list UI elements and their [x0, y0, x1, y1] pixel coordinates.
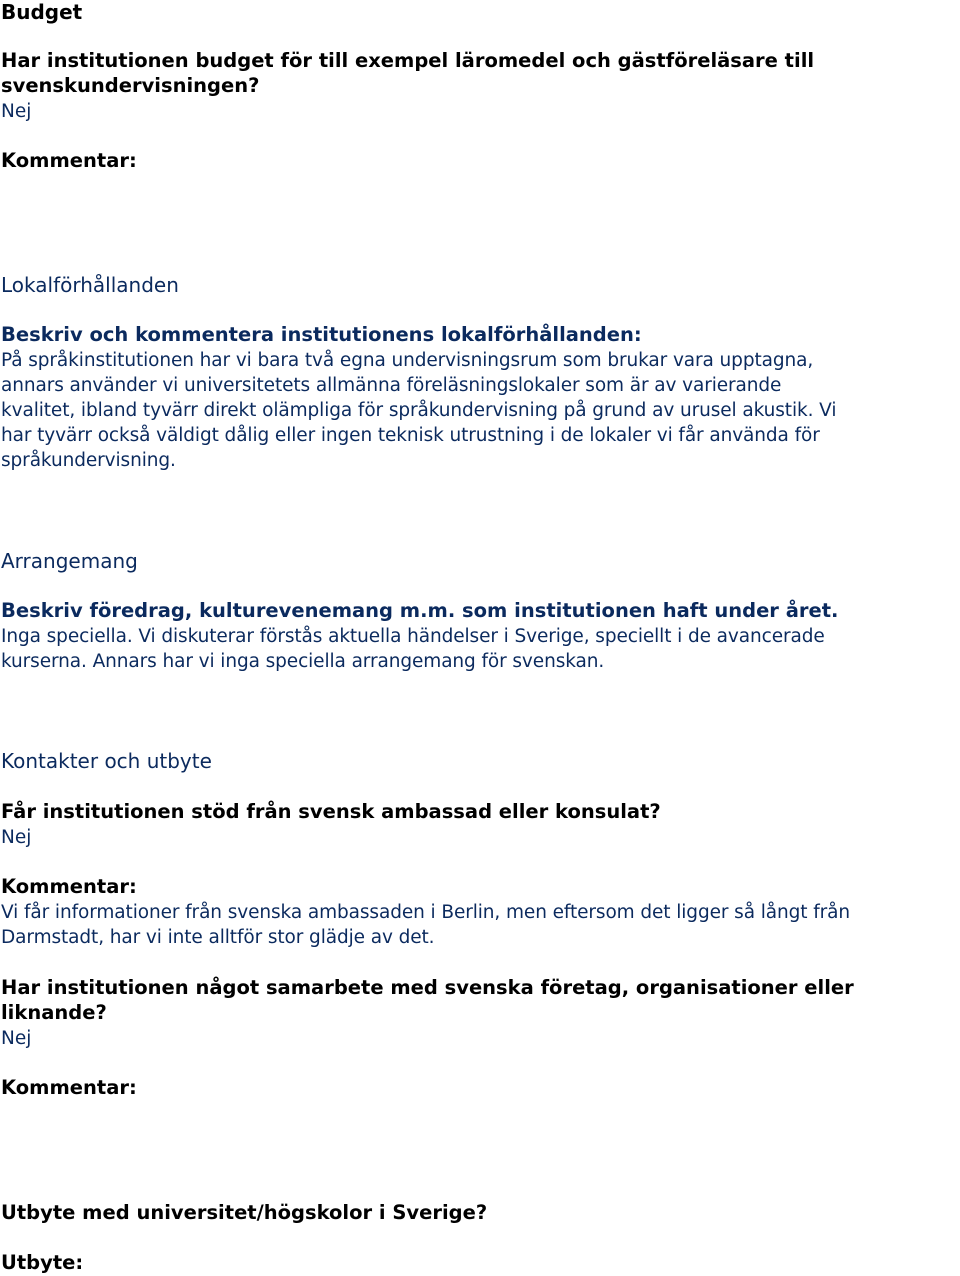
section-title-premises: Lokalförhållanden: [1, 273, 179, 297]
contacts-embassy-comment-label: Kommentar:: [1, 875, 137, 898]
contacts-question-companies-line-1: Har institutionen något samarbete med svenska företag, organisationer eller: [1, 976, 854, 999]
premises-text-line: kvalitet, ibland tyvärr direkt olämpliga för språkundervisning på grund av urusel akustik. Vi: [1, 400, 837, 421]
contacts-embassy-comment-line: Darmstadt, har vi inte alltför stor glädje av det.: [1, 927, 435, 948]
premises-text: [1, 348, 959, 473]
events-text-line: Inga speciella. Vi diskuterar förstås aktuella händelser i Sverige, speciellt i de avancerade: [1, 626, 825, 647]
budget-question: [1, 48, 814, 98]
contacts-exchange-label: Utbyte:: [1, 1251, 84, 1274]
section-title-events: Arrangemang: [1, 549, 138, 573]
budget-question-line-2: svenskundervisningen?: [1, 74, 260, 97]
budget-comment-label: Kommentar:: [1, 149, 137, 172]
contacts-question-exchange: Utbyte med universitet/högskolor i Sverige?: [1, 1201, 488, 1224]
premises-text-line: annars använder vi universitetets allmänna föreläsningslokaler som är av varierande: [1, 375, 782, 396]
contacts-embassy-answer: Nej: [1, 827, 32, 848]
section-title-contacts: Kontakter och utbyte: [1, 749, 212, 773]
events-text-line: kurserna. Annars har vi inga speciella arrangemang för svenskan.: [1, 651, 605, 672]
contacts-embassy-comment-line: Vi får informationer från svenska ambassaden i Berlin, men eftersom det ligger så långt från: [1, 902, 850, 923]
premises-text-line: har tyvärr också väldigt dålig eller ingen teknisk utrustning i de lokaler vi får använda för: [1, 425, 820, 446]
contacts-question-companies: [1, 975, 854, 1025]
events-question: Beskriv föredrag, kulturevenemang m.m. som institutionen haft under året.: [1, 599, 839, 622]
events-text: [1, 624, 959, 674]
contacts-companies-comment-label: Kommentar:: [1, 1076, 137, 1099]
premises-question: Beskriv och kommentera institutionens lokalförhållanden:: [1, 323, 642, 346]
budget-question-line-1: Har institutionen budget för till exempel läromedel och gästföreläsare till: [1, 49, 815, 72]
contacts-companies-answer: Nej: [1, 1028, 32, 1049]
budget-answer: Nej: [1, 101, 32, 122]
premises-text-line: språkundervisning.: [1, 450, 176, 471]
section-title-budget: Budget: [1, 0, 83, 24]
contacts-question-companies-line-2: liknande?: [1, 1001, 107, 1024]
premises-text-line: På språkinstitutionen har vi bara två egna undervisningsrum som brukar vara upptagna,: [1, 350, 814, 371]
contacts-embassy-comment: [1, 900, 959, 950]
contacts-question-embassy: Får institutionen stöd från svensk ambassad eller konsulat?: [1, 800, 661, 823]
